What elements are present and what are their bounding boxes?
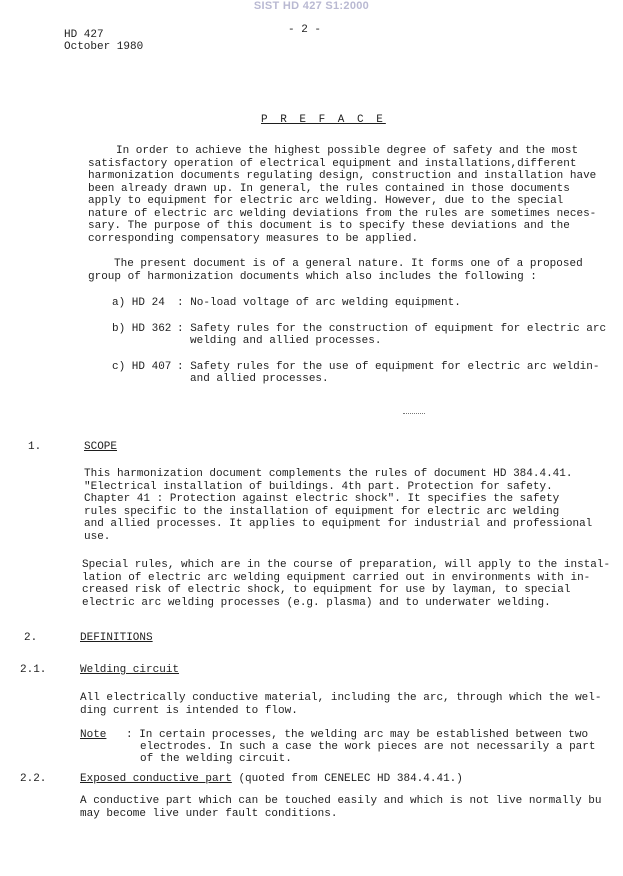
text-line: satisfactory operation of electrical equipment and installations,different: [88, 157, 577, 170]
list-item-ref: b) HD 362: [112, 323, 172, 335]
watermark: SIST HD 427 S1:2000: [253, 0, 370, 12]
text-line: A conductive part which can be touched easily and which is not live normally bu: [80, 795, 602, 807]
text-line: nature of electric arc welding deviations from the rules are sometimes neces-: [88, 207, 597, 220]
note-text-cont: of the welding circuit.: [140, 753, 292, 765]
page-number: - 2 -: [288, 24, 322, 36]
text-line: This harmonization document complements the rules of document HD 384.4.41.: [84, 468, 573, 480]
text-line: The present document is of a general nature. It forms one of a proposed: [114, 258, 583, 270]
text-line: Special rules, which are in the course of preparation, will apply to the instal-: [82, 559, 611, 571]
scope-paragraph-1: [84, 468, 596, 543]
text-line: creased risk of electric shock, to equipment for use by layman, to special: [82, 584, 571, 596]
scope-paragraph-2: [82, 559, 612, 609]
section-title-exposed-conductive-part: [80, 773, 463, 786]
list-item-text-cont: and allied processes.: [190, 373, 329, 385]
text-line: All electrically conductive material, including the arc, through which the wel-: [80, 692, 602, 704]
doc-date: October 1980: [64, 41, 144, 53]
section-number: 2.: [24, 632, 38, 644]
note-text-cont: electrodes. In such a case the work pieces are not necessarily a part: [140, 741, 596, 753]
text-line: "Electrical installation of buildings. 4th part. Protection for safety.: [84, 480, 553, 493]
text-line: lation of electric arc welding equipment carried out in environments with in-: [82, 571, 591, 584]
section-number: 1.: [28, 441, 42, 453]
note-label: Note: [80, 729, 107, 741]
preface-paragraph-2: [88, 258, 600, 283]
section-title-scope: SCOPE: [84, 441, 118, 453]
section-number: 2.2.: [20, 773, 47, 785]
text-line: electric arc welding processes (e.g. plasma) and to underwater welding.: [82, 596, 551, 609]
text-line: and allied processes. It applies to equipment for industrial and professional: [84, 518, 593, 530]
text-line: In order to achieve the highest possible degree of safety and the most: [116, 145, 579, 157]
exposed-conductive-part-definition: [80, 795, 615, 820]
section-title-definitions: DEFINITIONS: [80, 632, 153, 644]
text-line: been already drawn up. In general, the rules contained in those documents: [88, 182, 570, 195]
list-item-text: : Safety rules for the construction of equipment for electric arc: [177, 323, 607, 335]
welding-circuit-definition: [80, 692, 610, 717]
section-title-text: Exposed conductive part: [80, 773, 232, 785]
preface-paragraph-1: [88, 145, 600, 245]
text-line: No-load voltage of arc welding equipment.: [190, 297, 461, 309]
section-title-suffix: (quoted from CENELEC HD 384.4.41.): [238, 773, 463, 785]
text-line: group of harmonization documents which also includes the following :: [88, 270, 537, 283]
list-item-text: : No-load voltage of arc welding equipment.: [177, 297, 461, 309]
list-item-text: : Safety rules for the use of equipment for electric arc weldin-: [177, 361, 600, 373]
text-line: may become live under fault conditions.: [80, 807, 338, 820]
text-line: rules specific to the installation of equipment for electric arc welding: [84, 505, 560, 518]
list-item-text-cont: welding and allied processes.: [190, 335, 382, 347]
text-line: ding current is intended to flow.: [80, 704, 298, 717]
list-item-ref: c) HD 407: [112, 361, 172, 373]
text-line: apply to equipment for electric arc welding. However, due to the special: [88, 195, 564, 207]
doc-id: HD 427: [64, 29, 104, 41]
separator: [403, 413, 425, 414]
text-line: sary. The purpose of this document is to specify these deviations and the: [88, 220, 570, 232]
section-title-welding-circuit: Welding circuit: [80, 664, 180, 676]
note-text: : In certain processes, the welding arc may be established between two: [126, 729, 589, 741]
text-line: use.: [84, 530, 111, 543]
preface-title: P R E F A C E: [261, 114, 386, 126]
text-line: Safety rules for the construction of equipment for electric arc: [190, 323, 607, 335]
text-line: Safety rules for the use of equipment for electric arc weldin-: [190, 361, 600, 373]
text-line: harmonization documents regulating design, construction and installation have: [88, 170, 597, 182]
text-line: Chapter 41 : Protection against electric shock". It specifies the safety: [84, 493, 560, 505]
list-item-ref: a) HD 24: [112, 297, 165, 309]
text-line: corresponding compensatory measures to be applied.: [88, 232, 419, 245]
section-number: 2.1.: [20, 664, 47, 676]
